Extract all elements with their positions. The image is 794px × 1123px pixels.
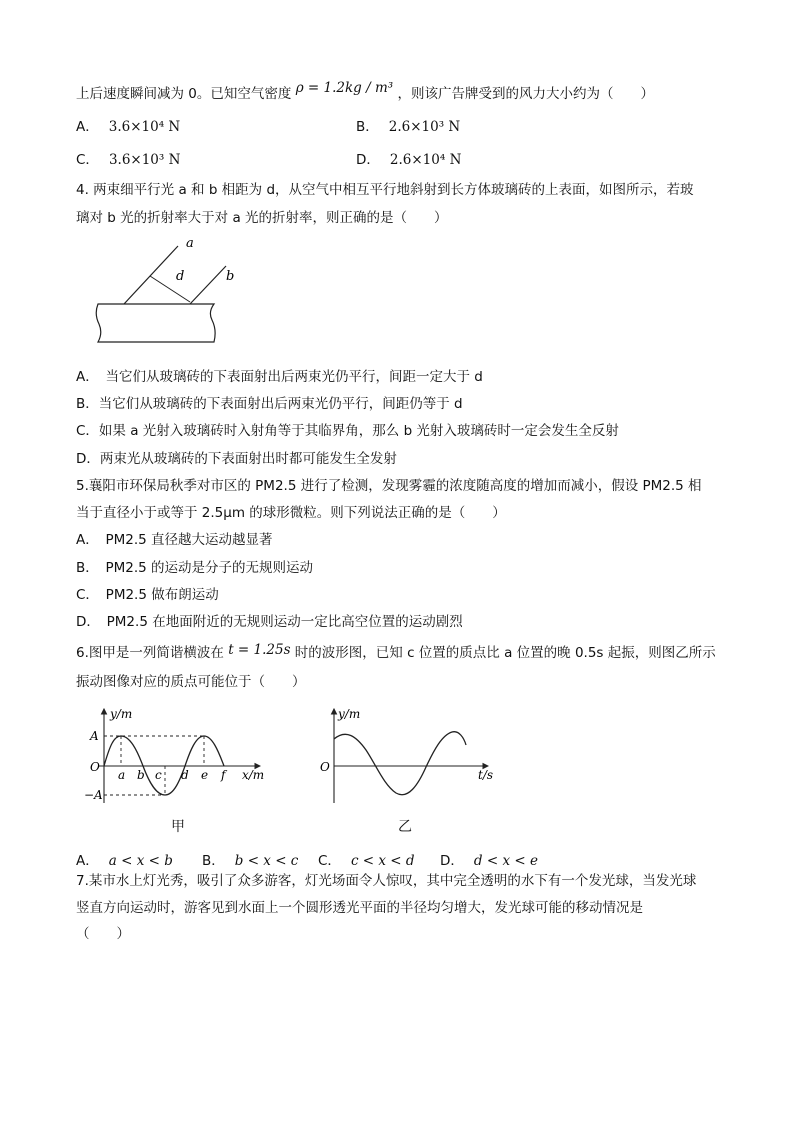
q3-option-a[interactable]: A． 3.6×10⁴ N [76, 119, 181, 135]
q3-stem-pre: 上后速度瞬间减为 0。已知空气密度 [76, 86, 292, 102]
jia-A-pos: A [90, 729, 99, 743]
jia-point-a: a [118, 768, 126, 782]
q3-option-c[interactable]: C． 3.6×10³ N [76, 152, 181, 168]
jia-xlabel: x/m [242, 768, 265, 782]
jia-point-f: f [221, 768, 226, 782]
q5-option-c[interactable]: C． PM2.5 做布朗运动 [76, 587, 219, 603]
jia-origin: O [90, 760, 100, 774]
yi-xlabel: t/s [478, 768, 494, 782]
q4-option-b[interactable]: B．当它们从玻璃砖的下表面射出后两束光仍平行，间距仍等于 d [76, 396, 463, 412]
t-formula: t = 1.25s [228, 642, 291, 658]
q7-stem-line2: 竖直方向运动时，游客见到水面上一个圆形透光平面的半径均匀增大，发光球可能的移动情况是 [76, 900, 643, 916]
q4-option-a[interactable]: A． 当它们从玻璃砖的下表面射出后两束光仍平行，间距一定大于 d [76, 369, 483, 385]
q6-option-d[interactable]: D． d < x < e [440, 853, 538, 869]
q4-stem-line1: 4. 两束细平行光 a 和 b 相距为 d，从空气中相互平行地斜射到长方体玻璃砖的上表面，如图所示，若玻 [76, 182, 694, 198]
jia-point-d: d [181, 768, 189, 782]
jia-caption: 甲 [171, 819, 185, 835]
q6-option-c[interactable]: C． c < x < d [318, 853, 415, 869]
q5-stem-line2: 当于直径小于或等于 2.5μm 的球形微粒。则下列说法正确的是（ ） [76, 505, 506, 521]
q3-option-d[interactable]: D． 2.6×10⁴ N [356, 152, 462, 168]
q7-stem-line3: （ ） [76, 926, 130, 942]
yi-ylabel: y/m [338, 707, 361, 721]
yi-wave-curve [334, 732, 466, 795]
q3-option-b[interactable]: B． 2.6×10³ N [356, 119, 461, 135]
jia-A-neg: −A [84, 788, 103, 802]
ray-a [124, 246, 178, 304]
q4-stem-line2: 璃对 b 光的折射率大于对 a 光的折射率，则正确的是（ ） [76, 210, 448, 226]
rho-formula: ρ = 1.2kg / m³ [295, 80, 394, 96]
q4-option-c[interactable]: C．如果 a 光射入玻璃砖时入射角等于其临界角，那么 b 光射入玻璃砖时一定会发生全反射 [76, 423, 619, 439]
label-d: d [176, 269, 185, 284]
vibration-graph-yi [316, 705, 496, 805]
jia-point-c: c [155, 768, 162, 782]
q3-stem [76, 80, 654, 103]
q6-option-b[interactable]: B． b < x < c [202, 853, 299, 869]
q5-option-a[interactable]: A． PM2.5 直径越大运动越显著 [76, 532, 273, 548]
q4-option-d[interactable]: D．两束光从玻璃砖的下表面射出时都可能发生全发射 [76, 451, 397, 467]
label-a: a [186, 236, 194, 251]
yi-origin: O [320, 760, 330, 774]
ray-b [190, 266, 226, 304]
q5-option-b[interactable]: B． PM2.5 的运动是分子的无规则运动 [76, 560, 314, 576]
q3-stem-post: ，则该广告牌受到的风力大小约为（ ） [397, 86, 654, 102]
yi-caption: 乙 [398, 819, 412, 835]
jia-point-e: e [201, 768, 209, 782]
q5-option-d[interactable]: D． PM2.5 在地面附近的无规则运动一定比高空位置的运动剧烈 [76, 614, 463, 630]
q6-stem-line2: 振动图像对应的质点可能位于（ ） [76, 674, 306, 690]
q5-stem-line1: 5.襄阳市环保局秋季对市区的 PM2.5 进行了检测，发现雾霾的浓度随高度的增加而减小，假设 PM2.5 相 [76, 478, 702, 494]
q7-stem-line1: 7.某市水上灯光秀，吸引了众多游客，灯光场面令人惊叹，其中完全透明的水下有一个发光球，当发光球 [76, 873, 697, 889]
q6-stem-line1: 6.图甲是一列简谐横波在 t = 1.25s 时的波形图，已知 c 位置的质点比 a 位置的晚 0.5s 起振，则图乙所示 [76, 642, 716, 661]
glass-block [96, 304, 215, 342]
jia-ylabel: y/m [110, 707, 133, 721]
glass-block-figure [86, 230, 235, 354]
q6-option-a[interactable]: A． a < x < b [76, 853, 173, 869]
wave-graph-jia [82, 705, 272, 805]
label-b: b [226, 269, 235, 284]
jia-point-b: b [137, 768, 145, 782]
